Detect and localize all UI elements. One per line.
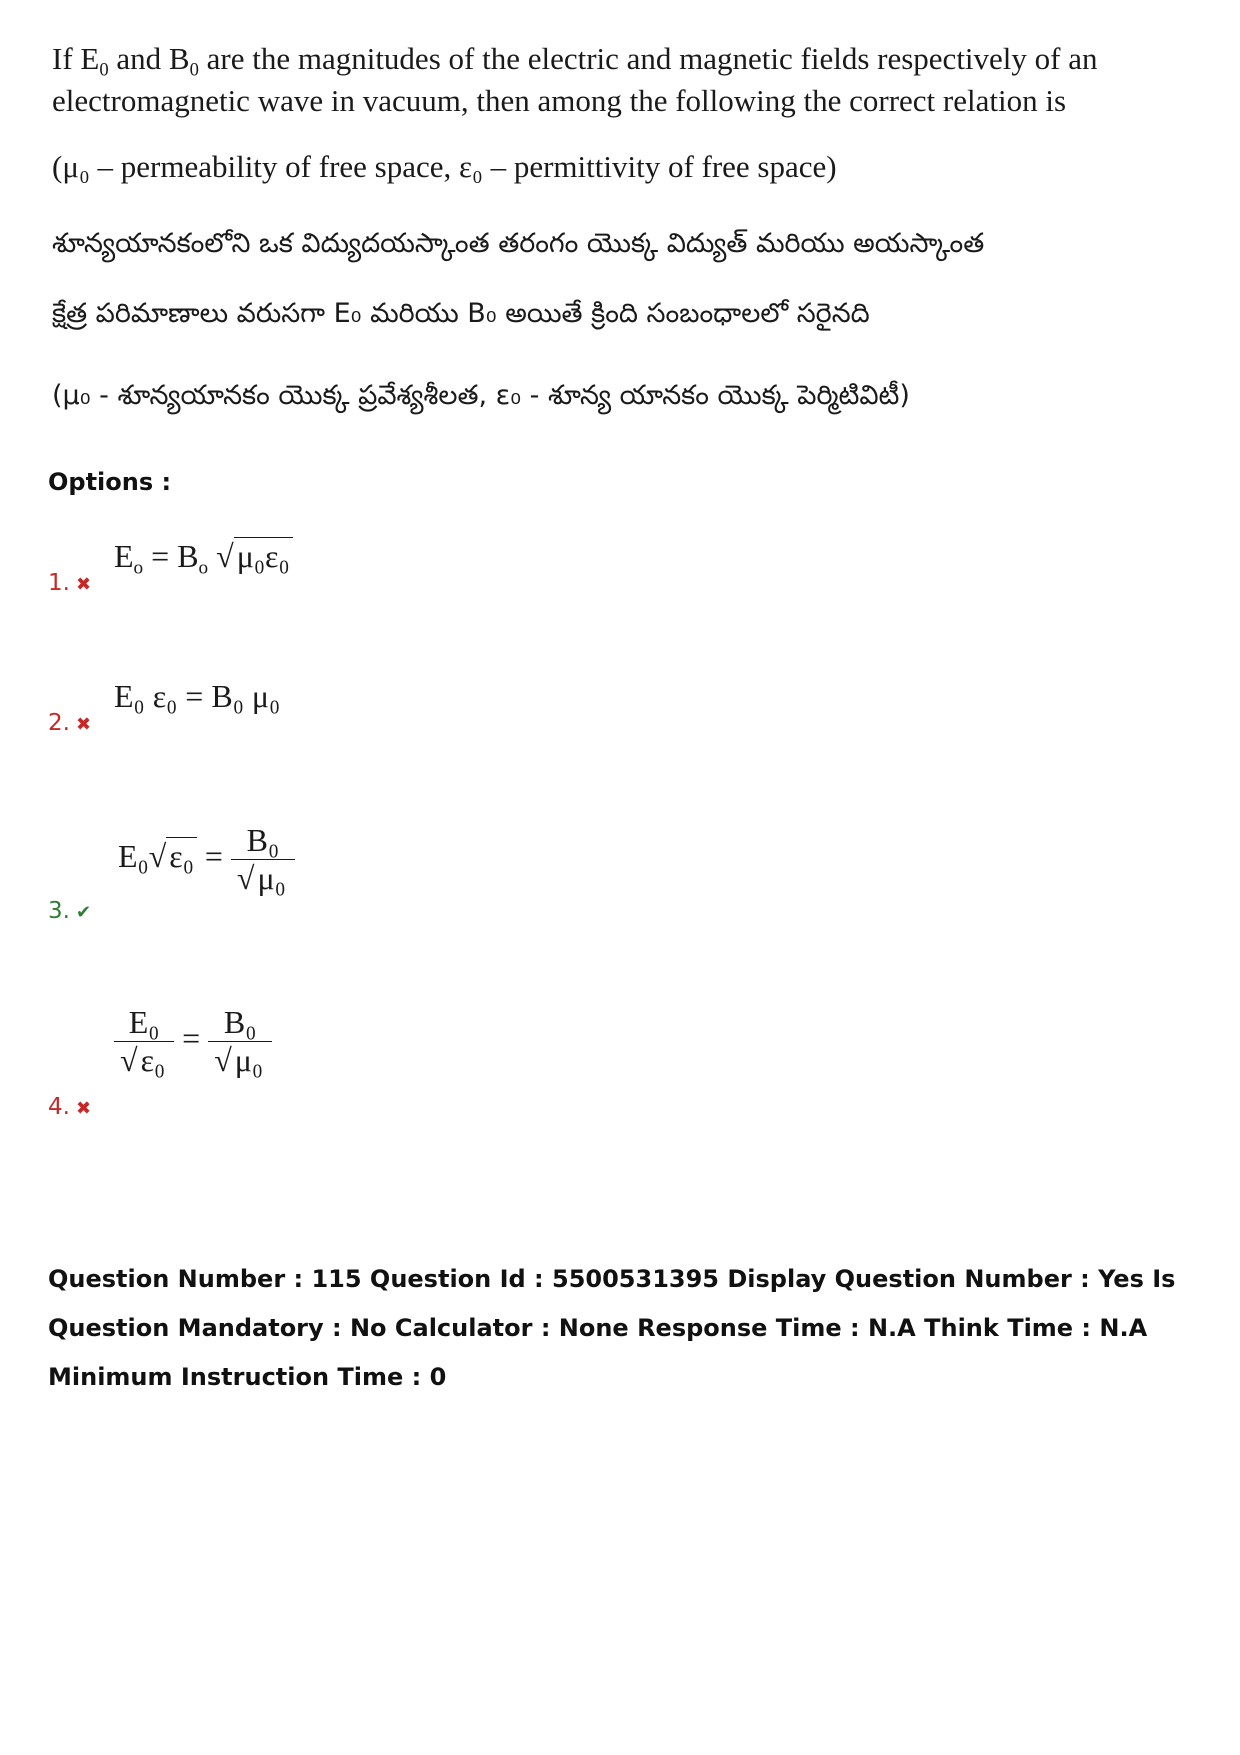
options-label: Options :: [48, 468, 172, 496]
option-2-number: 2. ✖: [48, 710, 92, 736]
option-2-equation: E₀ ε₀ = B₀ μ₀: [114, 678, 281, 714]
question-text-line-1: If $E_0$ and $B_0$ are the magnitudes of the electric and magnetic fields respectively of an: [52, 41, 1098, 81]
question-telugu-line-2: క్షేత్ర పరిమాణాలు వరుసగా E₀ మరియు B₀ అయితే క్రింది సంబంధాలలో సరైనది: [52, 298, 870, 329]
option-1-number: 1. ✖: [48, 570, 92, 596]
option-4-equation: $\frac{\text{E₀}}{\text{√ε₀}}$ = $\frac{\text{B₀}}{\text{√μ₀}}$: [114, 1004, 272, 1079]
option-3-number: 3. ✔: [48, 898, 92, 924]
question-telugu-line-3: (μ₀ - శూన్యయానకం యొక్క ప్రవేశ్యశీలత, ε₀ - శూన్య యానకం యొక్క పెర్మిటివిటీ): [52, 380, 910, 411]
question-telugu-line-1: శూన్యయానకంలోని ఒక విద్యుదయస్కాంత తరంగం యొక్క విద్యుత్ మరియు అయస్కాంత: [52, 228, 985, 259]
cross-icon: ✖: [75, 1098, 92, 1119]
option-1-equation: $E_o = B_o$ √μ₀ε₀: [114, 538, 293, 575]
option-3-equation: E₀√ε₀ = $\frac{\text{B₀}}{\text{√μ₀}}$: [118, 822, 295, 897]
cross-icon: ✖: [75, 714, 92, 735]
question-text-line-3: (μ₀ – permeability of free space, ε₀ – permittivity of free space): [52, 149, 837, 184]
check-icon: ✔: [75, 902, 92, 923]
cross-icon: ✖: [75, 574, 92, 595]
option-4-number: 4. ✖: [48, 1094, 92, 1120]
question-text-line-2: electromagnetic wave in vacuum, then among the following the correct relation is: [52, 83, 1067, 118]
question-metadata: Question Number : 115 Question Id : 5500531395 Display Question Number : Yes Is Question Mandatory : No Calculator : None Response Time : N.A Think Time : N.A Minimum Instruction Time : 0: [48, 1265, 1176, 1391]
